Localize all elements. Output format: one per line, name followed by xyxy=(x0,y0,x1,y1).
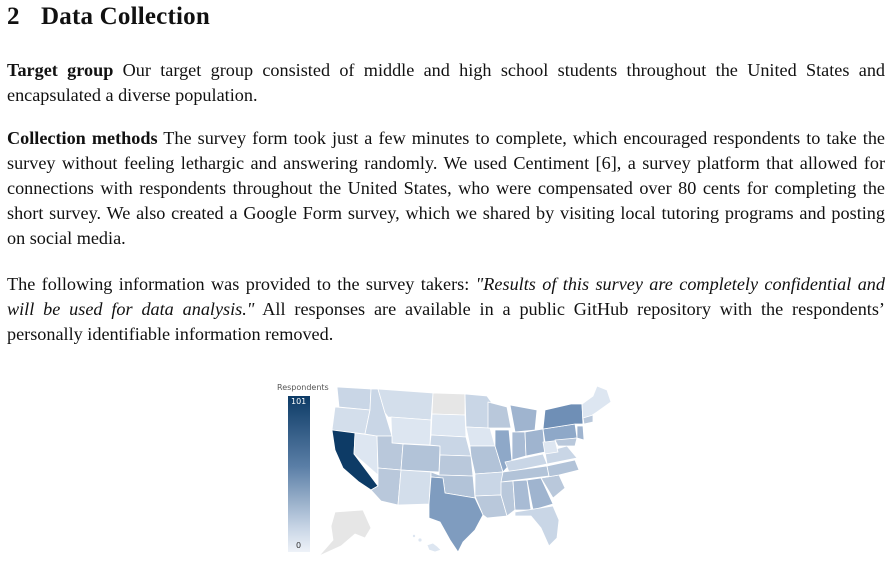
state-ohio xyxy=(525,429,545,456)
state-michigan xyxy=(510,405,537,432)
state-indiana xyxy=(512,432,526,460)
state-new-jersey xyxy=(577,426,584,440)
paragraph-text: All responses are available in a public GitHub repository with the respondents’ personally identifiable information removed. xyxy=(7,299,885,344)
paragraph-target-group xyxy=(7,58,885,108)
state-north-dakota xyxy=(432,393,465,415)
state-florida xyxy=(515,506,559,546)
state-hawaii-island-2 xyxy=(412,534,415,537)
section-number: 2 xyxy=(7,3,20,30)
paragraph-collection-methods xyxy=(7,126,885,251)
state-colorado xyxy=(401,444,440,472)
section-heading xyxy=(7,3,210,31)
legend-max-label: 101 xyxy=(291,397,307,406)
state-wisconsin xyxy=(488,402,511,428)
paragraph-text: The survey form took just a few minutes to complete, which encouraged respondents to take the survey without feeling lethargic and answering randomly. We used Centiment [6], a survey platform that allowed for connections with respondents throughout the United States, who were compensated over 80 cents for completing the short survey. We also created a Google Form survey, which we shared by visiting local tutoring programs and posting on social media. xyxy=(7,128,885,248)
state-oregon xyxy=(332,407,370,434)
us-choropleth-map xyxy=(275,380,620,571)
state-hawaii xyxy=(427,543,441,552)
state-new-mexico xyxy=(398,470,431,505)
state-alaska xyxy=(319,510,371,556)
legend-title: Respondents xyxy=(277,383,329,392)
paragraph-lead: Collection methods xyxy=(7,128,158,148)
legend-min-label: 0 xyxy=(296,541,302,550)
quoted-statement: "Results of this survey are completely confidential and will be used for data analysis." xyxy=(7,274,885,319)
section-title: Data Collection xyxy=(41,3,210,30)
paragraph-survey-info xyxy=(7,272,885,347)
paragraph-text: Our target group consisted of middle and high school students throughout the United States and encapsulated a diverse population. xyxy=(7,60,886,105)
respondents-map-figure xyxy=(275,380,620,571)
state-washington xyxy=(337,387,371,410)
state-south-dakota xyxy=(431,414,466,437)
state-new-york xyxy=(543,404,583,429)
state-wyoming xyxy=(391,417,431,445)
state-montana xyxy=(378,389,433,420)
paragraph-text: The following information was provided to the survey takers: xyxy=(7,274,476,294)
state-hawaii-island xyxy=(418,538,422,542)
state-kansas xyxy=(439,455,473,476)
state-arkansas xyxy=(475,472,503,496)
paragraph-lead: Target group xyxy=(7,60,114,80)
state-iowa xyxy=(466,427,495,446)
